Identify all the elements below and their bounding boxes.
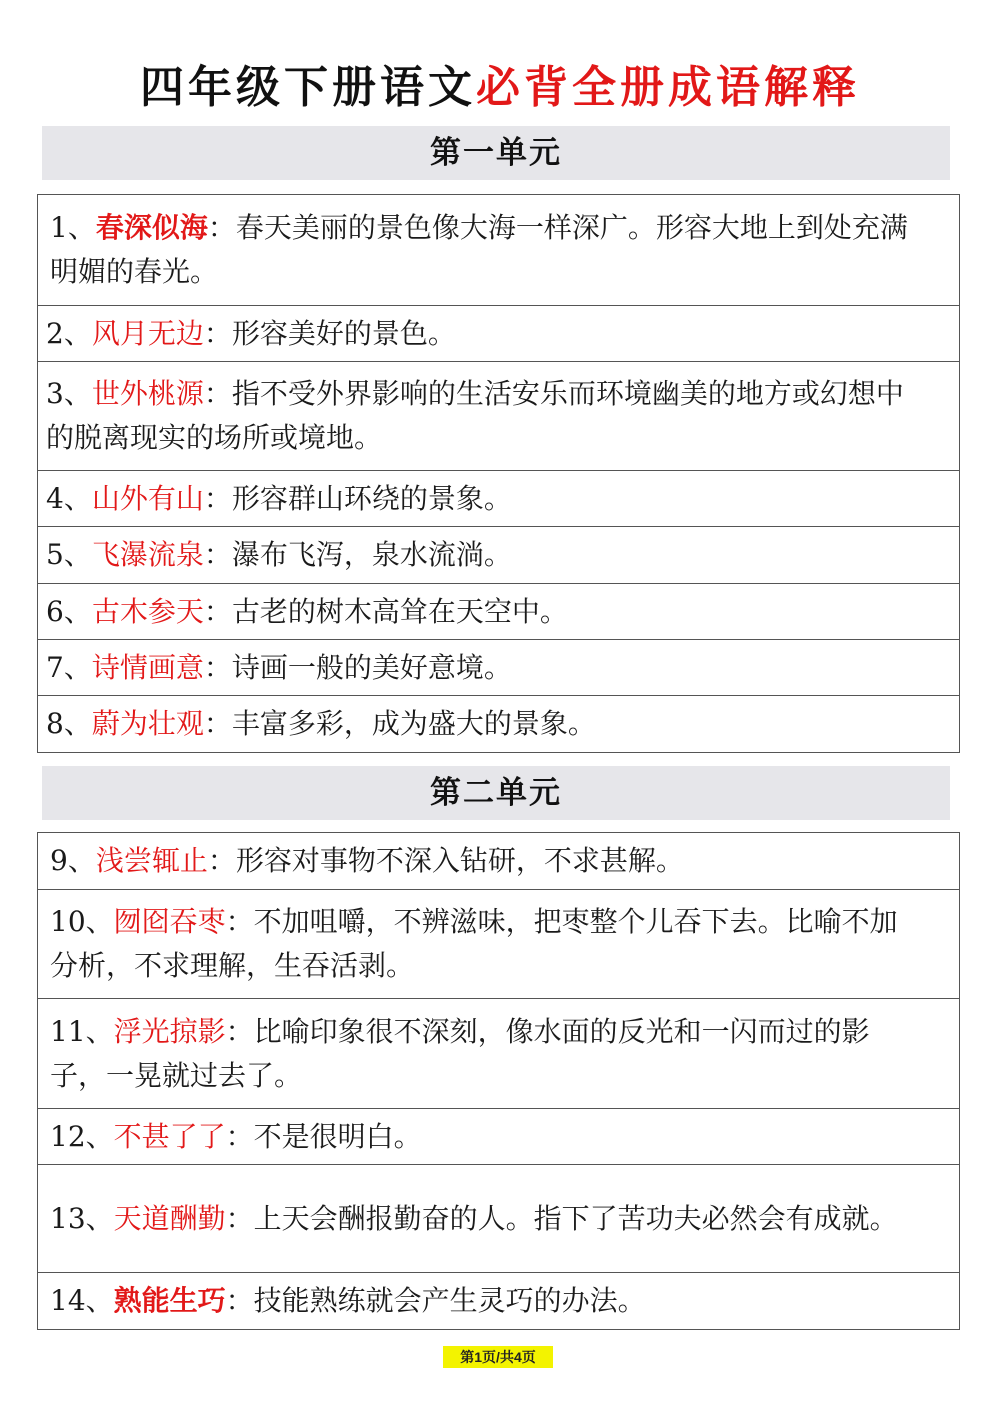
- item-separator: ：: [203, 594, 232, 628]
- title-highlight: 必背全册成语解释: [476, 62, 860, 113]
- idiom-definition: 春天美丽的景色像大海一样深广。形容大地上到处充满明媚的春光。: [50, 211, 908, 288]
- item-number: 12、: [50, 1119, 114, 1153]
- item-separator: ：: [225, 1014, 254, 1048]
- idiom-definition: 上天会酬报勤奋的人。指下了苦功夫必然会有成就。: [253, 1201, 898, 1235]
- list-item: [38, 471, 959, 527]
- list-item: [38, 833, 959, 890]
- item-number: 8、: [46, 707, 92, 740]
- item-number: 2、: [46, 316, 92, 350]
- idiom-term: 飞瀑流泉: [91, 538, 204, 571]
- item-number: 3、: [46, 377, 92, 410]
- idiom-term: 囫囵吞枣: [113, 905, 226, 938]
- list-item: [38, 362, 959, 471]
- list-item: [38, 584, 959, 640]
- unit-2-list: [37, 832, 960, 1330]
- unit-2-heading: 第二单元: [42, 766, 950, 820]
- item-separator: ：: [225, 1201, 254, 1235]
- idiom-definition: 不是很明白。: [253, 1119, 422, 1153]
- list-item: [38, 1273, 959, 1329]
- idiom-term: 熟能生巧: [113, 1284, 226, 1317]
- idiom-definition: 指不受外界影响的生活安乐而环境幽美的地方或幻想中的脱离现实的场所或境地。: [46, 377, 904, 454]
- idiom-term: 浅尝辄止: [95, 844, 208, 877]
- idiom-definition: 瀑布飞泻，泉水流淌。: [231, 538, 512, 571]
- list-item: [38, 306, 959, 362]
- idiom-definition: 诗画一般的美好意境。: [231, 650, 512, 684]
- item-number: 6、: [46, 594, 92, 628]
- idiom-term: 古木参天: [91, 594, 204, 628]
- list-item: [38, 640, 959, 696]
- unit-1-heading: 第一单元: [42, 126, 950, 180]
- item-separator: ：: [203, 377, 232, 410]
- item-separator: ：: [207, 844, 236, 877]
- idiom-definition: 形容群山环绕的景象。: [231, 481, 512, 515]
- idiom-term: 天道酬勤: [113, 1201, 226, 1235]
- idiom-term: 风月无边: [91, 316, 204, 350]
- idiom-definition: 技能熟练就会产生灵巧的办法。: [253, 1284, 646, 1317]
- idiom-term: 春深似海: [95, 211, 208, 244]
- idiom-term: 蔚为壮观: [91, 707, 204, 740]
- item-number: 13、: [50, 1201, 114, 1235]
- item-number: 5、: [46, 538, 92, 571]
- idiom-term: 诗情画意: [91, 650, 204, 684]
- item-separator: ：: [225, 1284, 254, 1317]
- item-separator: ：: [203, 707, 232, 740]
- item-number: 11、: [50, 1014, 114, 1048]
- unit-1-list: [37, 194, 960, 753]
- item-number: 1、: [50, 211, 96, 244]
- list-item: [38, 890, 959, 999]
- list-item: [38, 696, 959, 752]
- item-separator: ：: [225, 905, 254, 938]
- idiom-term: 世外桃源: [91, 377, 204, 410]
- item-number: 4、: [46, 481, 92, 515]
- list-item: [38, 1165, 959, 1273]
- item-separator: ：: [203, 316, 232, 350]
- title-main: 四年级下册语文: [140, 62, 476, 113]
- item-separator: ：: [225, 1119, 254, 1153]
- list-item: [38, 999, 959, 1109]
- item-separator: ：: [207, 211, 236, 244]
- idiom-definition: 形容美好的景色。: [231, 316, 456, 350]
- item-separator: ：: [203, 481, 232, 515]
- item-number: 7、: [46, 650, 92, 684]
- idiom-definition: 形容对事物不深入钻研，不求甚解。: [235, 844, 684, 877]
- idiom-definition: 不加咀嚼，不辨滋味，把枣整个儿吞下去。比喻不加分析，不求理解，生吞活剥。: [50, 905, 898, 982]
- idiom-definition: 古老的树木高耸在天空中。: [231, 594, 568, 628]
- idiom-definition: 比喻印象很不深刻，像水面的反光和一闪而过的影子，一晃就过去了。: [50, 1014, 870, 1092]
- idiom-term: 山外有山: [91, 481, 204, 515]
- idiom-term: 不甚了了: [113, 1119, 226, 1153]
- idiom-term: 浮光掠影: [113, 1014, 226, 1048]
- item-number: 14、: [50, 1284, 114, 1317]
- item-number: 9、: [50, 844, 96, 877]
- item-number: 10、: [50, 905, 114, 938]
- item-separator: ：: [203, 538, 232, 571]
- list-item: [38, 195, 959, 306]
- page-title: [0, 52, 1000, 124]
- item-separator: ：: [203, 650, 232, 684]
- page-indicator: 第1页/共4页: [443, 1346, 553, 1368]
- list-item: [38, 1109, 959, 1165]
- idiom-definition: 丰富多彩，成为盛大的景象。: [231, 707, 596, 740]
- list-item: [38, 527, 959, 584]
